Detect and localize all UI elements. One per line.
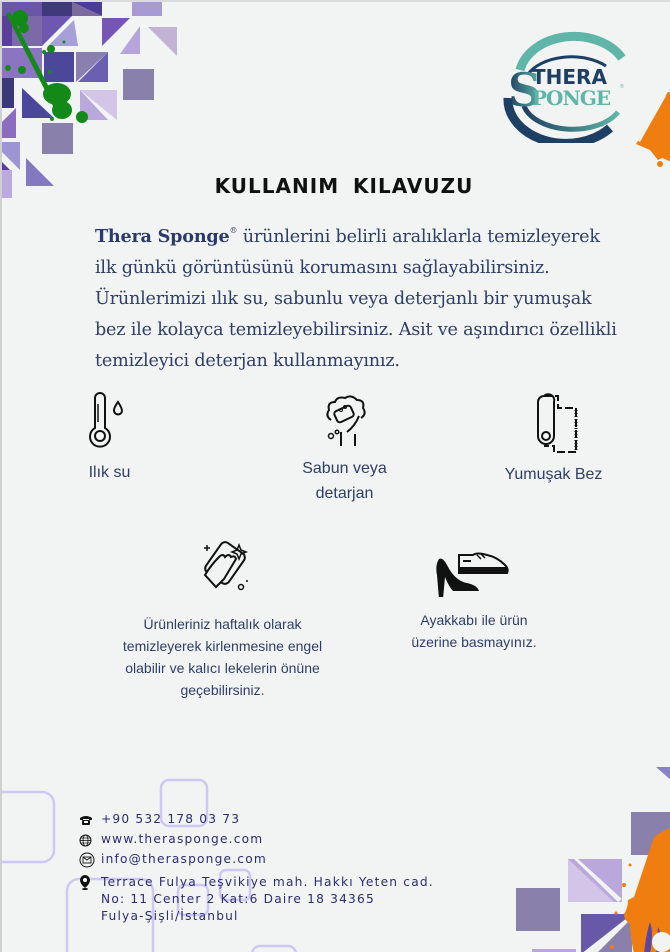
tip-line: temizleyerek kirlenmesine engel: [122, 638, 323, 654]
tip-line: üzerine basmayınız.: [411, 634, 537, 650]
feature-label-line1: Sabun veya: [302, 460, 387, 477]
soap-hand-icon: [317, 392, 373, 452]
feature-label-line2: detarjan: [315, 485, 374, 502]
brand-name: Thera Sponge: [95, 226, 230, 247]
shoes-icon: [433, 547, 515, 597]
orange-brush-decoration-top-right: [632, 92, 670, 172]
svg-text:S: S: [508, 63, 542, 117]
wipe-hand-icon: [191, 535, 255, 597]
feature-soft-cloth: [496, 392, 611, 487]
email-link[interactable]: info@therasponge.com: [101, 852, 267, 866]
telephone-icon: [79, 812, 101, 828]
address-line: Fulya-Şişli/İstanbul: [101, 909, 239, 923]
tip-line: Ürünleriniz haftalık olarak: [143, 616, 302, 632]
thermometer-drop-icon: [85, 392, 135, 456]
geometric-decoration-top-left: [2, 2, 182, 202]
address-text: [101, 874, 434, 925]
intro-paragraph: [95, 215, 620, 377]
registered-mark: ®: [229, 226, 238, 235]
address-line: No: 11 Center 2 Kat:6 Daire 18 34365: [101, 892, 375, 906]
contact-email: [79, 852, 434, 872]
tip-line: geçebilirsiniz.: [180, 682, 265, 698]
contact-address: [79, 874, 434, 925]
location-pin-icon: [79, 874, 101, 891]
tip-no-shoes: [394, 547, 554, 653]
page-title: KULLANIM KILAVUZU: [214, 174, 474, 198]
feature-label: Yumuşak Bez: [504, 466, 603, 483]
tip-line: Ayakkabı ile ürün: [420, 612, 528, 628]
svg-text:®: ®: [620, 84, 624, 90]
tip-weekly-cleaning: [100, 535, 345, 701]
address-line: Terrace Fulya Teşvikiye mah. Hakkı Yeten cad.: [101, 875, 434, 889]
feature-soap: [282, 392, 407, 506]
cloth-roll-icon: [522, 392, 586, 456]
phone-link[interactable]: +90 532 178 03 73: [101, 812, 241, 826]
feature-label: Ilık su: [88, 464, 131, 481]
tip-line: olabilir ve kalıcı lekelerin önüne: [125, 660, 320, 676]
contact-phone: [79, 812, 434, 832]
contact-website: [79, 832, 434, 852]
thera-sponge-logo: [502, 28, 632, 143]
envelope-icon: [79, 852, 101, 868]
svg-text:THERA: THERA: [532, 65, 607, 89]
globe-icon: [79, 832, 101, 848]
intro-text: ürünlerini belirli aralıklarla temizleyerek ilk günkü görüntüsünü korumasını sağlayabilirsiniz. Ürünlerimizi ılık su, sabunlu veya deterjanlı bir yumuşak bez ile kolayca temizleyebilirsiniz. Asit ve aşındırıcı özellikli temizleyici deterjan kullanmayınız.: [95, 227, 617, 371]
svg-text:PONGE: PONGE: [532, 86, 611, 110]
contact-info: [79, 812, 434, 925]
website-link[interactable]: www.therasponge.com: [101, 832, 264, 846]
geometric-decoration-bottom-right: [512, 757, 670, 952]
feature-warm-water: [62, 392, 157, 485]
